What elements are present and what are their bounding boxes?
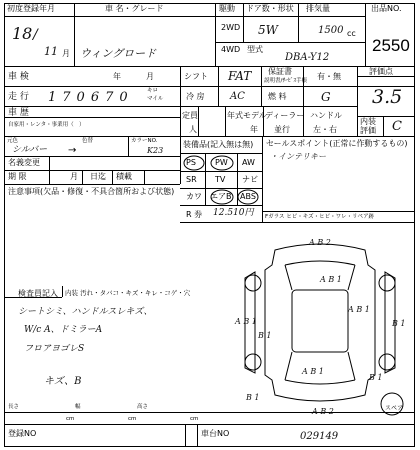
mark-right-door: A B 1 — [348, 305, 370, 314]
glass-label: Fガラス ヒビ・キズ・ヒビ・ワレ・リペア跡 — [265, 214, 375, 220]
interior-label: 内装 — [360, 117, 376, 126]
width-label: 幅 — [75, 404, 81, 410]
name-change-label: 名義変更 — [8, 158, 40, 167]
inspector-options: 内装 汚れ・タバコ・キズ・キレ・コゲ・穴 — [65, 289, 191, 297]
first-reg-label: 初度登録年月 — [7, 4, 55, 13]
inspection-year-unit: 年 — [113, 72, 121, 81]
mark-front-bumper: A B 2 — [309, 238, 331, 247]
warranty-label: 保証書 — [268, 67, 292, 76]
doors-value: 5W — [258, 23, 278, 37]
interior-sub: 評価 — [360, 126, 376, 135]
name-change-day-unit: 日迄 — [90, 172, 106, 181]
inspector-line-4: キズ、B — [44, 376, 82, 387]
mileage-value: 170670 — [48, 90, 134, 105]
shift-value: FAT — [228, 69, 252, 83]
first-reg-month: 11 — [44, 45, 58, 58]
mark-left-rear: B 1 — [258, 331, 272, 340]
color-orig-label: 元色 — [7, 138, 19, 144]
name-change-deadline: 期 限 — [8, 172, 27, 181]
warranty-sub: 説明書/ｻｰﾋﾞｽ手帳 — [264, 78, 308, 84]
name-change-month-unit: 月 — [70, 172, 78, 181]
ac-label: 冷 房 — [186, 92, 205, 101]
color-code-label: カラーNO. — [131, 138, 158, 144]
history-label: 車 歴 — [8, 108, 29, 118]
fuel-label: 燃 料 — [268, 92, 287, 101]
equip-sr: SR — [186, 175, 197, 184]
height-unit: cm — [190, 416, 199, 422]
handle-options: 左・右 — [313, 125, 337, 134]
ac-value: AC — [230, 91, 245, 102]
listing-no-value: 2550 — [372, 36, 410, 55]
chassis-no-value: 029149 — [300, 431, 339, 442]
score-label: 評価点 — [369, 67, 393, 76]
chassis-no-label: 車台NO — [201, 429, 230, 438]
equip-ps: PS — [186, 158, 196, 167]
reg-no-label: 登録NO — [8, 429, 37, 438]
mileage-label: 走 行 — [8, 92, 29, 102]
fuel-value: G — [321, 90, 331, 104]
dealer-sub: 並行 — [274, 125, 290, 134]
length-unit: cm — [66, 416, 75, 422]
mileage-km-unit: キロ — [147, 88, 159, 94]
drive-label: 駆動 — [219, 4, 235, 13]
dealer-label: ディーラー — [265, 111, 305, 120]
model-year-label: 年式モデル — [227, 111, 267, 120]
equip-navi: ナビ — [242, 175, 258, 184]
equip-tv: TV — [215, 175, 226, 184]
color-code-value: K23 — [147, 146, 164, 155]
warranty-options: 有・無 — [317, 72, 341, 81]
color-arrow: → — [68, 145, 77, 156]
equip-airbag: エアB — [210, 192, 232, 201]
first-reg-month-unit: 月 — [62, 49, 70, 58]
equipment-title: 装備品(記入無は無) — [183, 140, 254, 149]
key-value: 12.510円 — [213, 208, 254, 218]
key-label: R 券 — [186, 210, 203, 219]
capacity-label: 定員 — [182, 111, 198, 120]
listing-no-label: 出品NO. — [371, 4, 402, 13]
inspector-line-3: フロアヨゴレS — [24, 344, 85, 354]
capacity-unit: 人 — [189, 125, 197, 134]
mark-left-door: A B 1 — [235, 317, 257, 326]
doors-label: ドア数・形状 — [246, 4, 294, 13]
handle-label: ハンドル — [310, 111, 342, 120]
height-label: 高さ — [137, 404, 149, 410]
spare-label: スペア — [385, 405, 404, 412]
sales-points-text: ・インテリキー — [270, 152, 326, 161]
interior-value: C — [392, 119, 402, 134]
inspector-line-2: W/c A、ドミラーA — [24, 325, 103, 335]
displacement-label: 排気量 — [306, 4, 330, 13]
color-orig-value: シルバー — [12, 145, 48, 155]
mark-rear-bumper: A B 2 — [312, 407, 334, 416]
drive-2wd: 2WD — [221, 23, 241, 32]
inspection-label: 車 検 — [8, 72, 29, 82]
model-label: 型式 — [247, 45, 263, 54]
displacement-unit: cc — [347, 29, 356, 38]
equip-leather: カワ — [186, 192, 202, 201]
notes-title: 注意事項(欠品・修復・不具合箇所および状態) — [8, 187, 175, 196]
score-value: 3.5 — [372, 86, 403, 108]
history-sub: 自家用・レンタ・事業用（ ） — [8, 122, 85, 128]
inspection-month-unit: 月 — [146, 72, 154, 81]
model-value: DBA-Y12 — [285, 52, 330, 63]
sales-points-title: セールスポイント(正常に作動するもの) — [266, 139, 408, 148]
mark-hood: A B 1 — [320, 275, 342, 284]
model-year-unit: 年 — [250, 125, 258, 134]
shift-label: シフト — [184, 72, 208, 81]
name-grade-label: 車 名・グレード — [105, 4, 164, 13]
width-unit: cm — [128, 416, 137, 422]
length-label: 長さ — [8, 404, 20, 410]
displacement-value: 1500 — [318, 25, 344, 36]
first-reg-year: 18 — [12, 24, 33, 43]
color-new-label: 色替 — [82, 138, 94, 144]
first-reg-sep: / — [33, 27, 38, 43]
recycle-label: 積載 — [116, 172, 132, 181]
mark-trunk: A B 1 — [302, 367, 324, 376]
mark-right-rear: B 1 — [392, 319, 406, 328]
equip-pw: PW — [215, 158, 228, 167]
inspector-title: 検査員記入 — [18, 289, 58, 298]
equip-aw: AW — [242, 158, 255, 167]
equip-abs: ABS — [240, 192, 256, 201]
car-name-value: ウィングロード — [80, 47, 157, 60]
mileage-mile-unit: マイル — [147, 96, 164, 102]
mark-left-rear-fender: B 1 — [246, 393, 260, 402]
inspector-line-1: シートシミ、ハンドルスレキズ、 — [18, 307, 153, 317]
mark-right-rear-fender: B 1 — [369, 373, 383, 382]
drive-4wd: 4WD — [221, 45, 241, 54]
